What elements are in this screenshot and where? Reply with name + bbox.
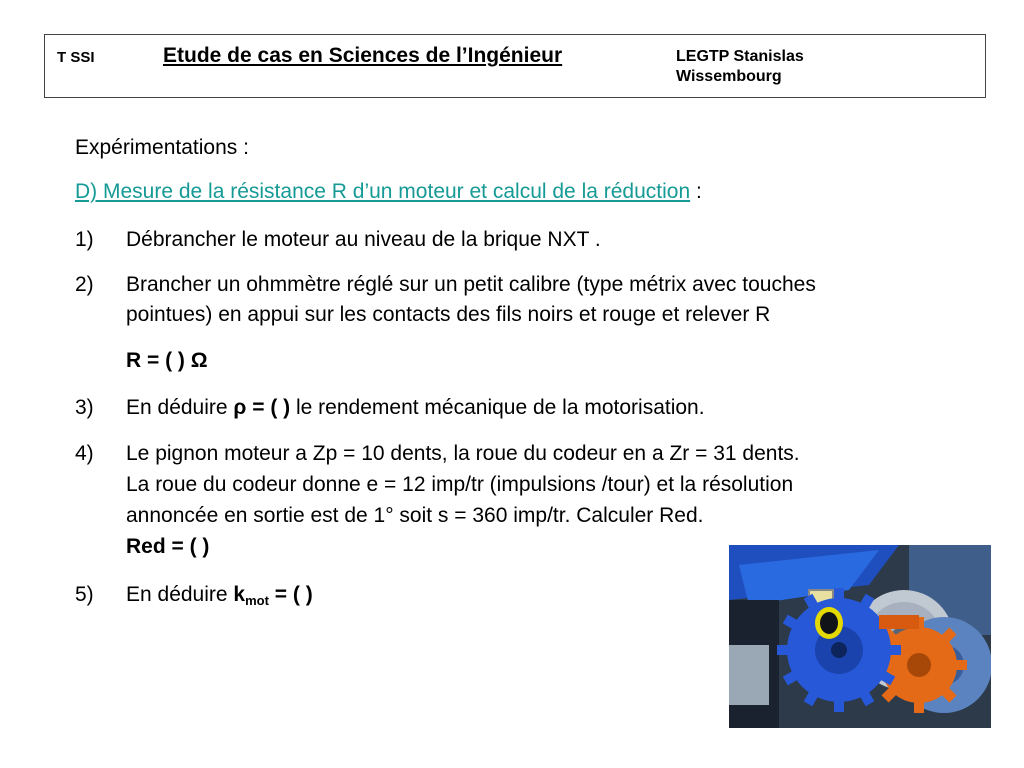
step-text-line1: Le pignon moteur a Zp = 10 dents, la roue du codeur en a Zr = 31 dents. bbox=[126, 442, 800, 465]
step-text-line2: pointues) en appui sur les contacts des fils noirs et rouge et relever R bbox=[126, 303, 771, 326]
step-number: 4) bbox=[75, 442, 94, 465]
subtitle-line bbox=[75, 178, 702, 206]
step-text: Débrancher le moteur au niveau de la brique NXT . bbox=[126, 228, 601, 251]
class-label: T SSI bbox=[57, 49, 95, 66]
header-box bbox=[44, 34, 986, 98]
step-number: 2) bbox=[75, 273, 94, 296]
page-title: Etude de cas en Sciences de l’Ingénieur bbox=[163, 44, 563, 67]
efficiency-formula: ρ = ( ) bbox=[233, 396, 291, 419]
section-label: Expérimentations : bbox=[75, 136, 249, 159]
k-symbol: k bbox=[233, 583, 246, 606]
k-subscript: mot bbox=[245, 593, 269, 608]
step-text-line1: Brancher un ohmmètre réglé sur un petit calibre (type métrix avec touches bbox=[126, 273, 816, 296]
subtitle-link[interactable]: D) Mesure de la résistance R d’un moteur et calcul de la réduction bbox=[75, 180, 691, 203]
step-suffix: le rendement mécanique de la motorisation. bbox=[290, 396, 705, 419]
step-prefix: En déduire bbox=[126, 583, 234, 606]
reduction-formula: Red = ( ) bbox=[126, 535, 210, 558]
step-text bbox=[126, 394, 705, 422]
step-text bbox=[126, 581, 313, 615]
school-name-line2: Wissembourg bbox=[676, 68, 782, 85]
step-text-line2: La roue du codeur donne e = 12 imp/tr (impulsions /tour) et la résolution bbox=[126, 473, 794, 496]
step-text-line3: annoncée en sortie est de 1° soit s = 360 imp/tr. Calculer Red. bbox=[126, 504, 704, 527]
gear-illustration bbox=[729, 545, 991, 728]
gear-mechanism-photo bbox=[729, 545, 991, 728]
step-prefix: En déduire bbox=[126, 396, 234, 419]
school-name-line1: LEGTP Stanislas bbox=[676, 48, 804, 65]
step-number: 3) bbox=[75, 396, 94, 419]
step-number: 5) bbox=[75, 583, 94, 606]
step-number: 1) bbox=[75, 228, 94, 251]
school-name bbox=[676, 47, 804, 87]
kmot-formula: = ( ) bbox=[268, 583, 313, 606]
resistance-formula: R = ( ) Ω bbox=[126, 349, 208, 372]
subtitle-suffix: : bbox=[690, 180, 702, 203]
